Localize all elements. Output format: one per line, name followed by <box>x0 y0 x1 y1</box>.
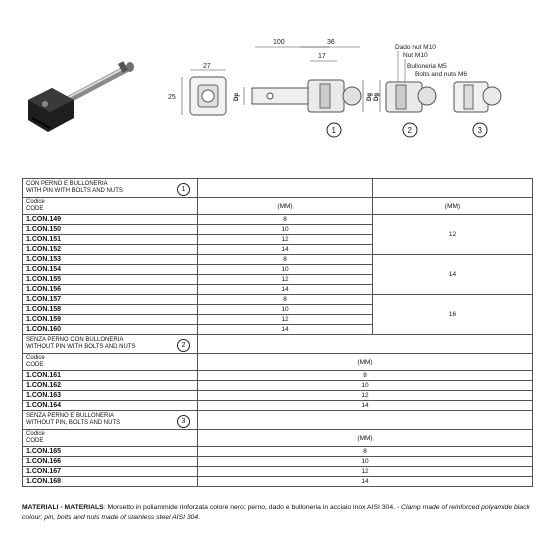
dimension-27: 27 <box>203 63 211 70</box>
section-3-title-it: SENZA PERNO E BULLONERIA <box>26 412 115 419</box>
section-2-code-it: Codice <box>26 355 45 361</box>
label-dg-1: Dg <box>367 93 373 101</box>
table-row: 1.CON.168 14 <box>23 477 533 487</box>
callout-bolt-it: Bulloneria M5 <box>407 63 447 70</box>
table-row: 1.CON.153 8 14 <box>23 255 533 265</box>
spec-table <box>22 178 533 487</box>
section-3-dg-unit: (MM) <box>198 430 533 447</box>
materials-text-en: - Clamp made of reinforced polyamide black colour; pin, bolts and nuts made of stainless steel AISI 304. <box>22 504 530 521</box>
section-2-badge: 2 <box>177 339 190 352</box>
section-1-title-it: CON PERNO E BULLONERIA <box>26 180 108 187</box>
table-row: 1.CON.166 10 <box>23 457 533 467</box>
section-1-badge: 1 <box>177 183 190 196</box>
side-view-1 <box>234 39 373 137</box>
section-2-header <box>23 335 533 354</box>
group-dg: 12 <box>373 215 533 255</box>
section-1-header <box>23 179 533 198</box>
badge-3-label: 3 <box>477 126 482 135</box>
table-row: 1.CON.162 10 <box>23 381 533 391</box>
section-1-dg-unit: (MM) <box>373 198 533 215</box>
dimension-100: 100 <box>273 39 285 46</box>
table-row: 1.CON.167 12 <box>23 467 533 477</box>
section-1-col-header <box>23 198 533 215</box>
section-3-col-header <box>23 430 533 447</box>
dimension-25: 25 <box>168 94 176 101</box>
side-view-2 <box>374 44 467 137</box>
section-1-dp-unit: (MM) <box>198 198 373 215</box>
table-row: 1.CON.163 12 <box>23 391 533 401</box>
label-dp: Dp <box>234 93 240 101</box>
group-dg: 16 <box>373 295 533 335</box>
table-row: 1.CON.149 8 12 <box>23 215 533 225</box>
table-row: 1.CON.161 8 <box>23 371 533 381</box>
section-3-code-en: CODE <box>26 438 44 444</box>
section-3-code-it: Codice <box>26 431 45 437</box>
materials-label: MATERIALI - MATERIALS <box>22 504 104 511</box>
badge-2-label: 2 <box>407 126 412 135</box>
table-row: 1.CON.156 14 <box>23 285 533 295</box>
end-view <box>168 63 226 115</box>
table-row: 1.CON.159 12 <box>23 315 533 325</box>
section-1-code-it: Codice <box>26 199 45 205</box>
dimension-17: 17 <box>318 53 326 60</box>
table-row: 1.CON.164 14 <box>23 401 533 411</box>
section-2-title-it: SENZA PERNO CON BULLONERIA <box>26 336 124 343</box>
section-2-dg-unit: (MM) <box>198 354 533 371</box>
label-dg-2: Dg <box>374 93 380 101</box>
section-1-title-en: WITH PIN WITH BOLTS AND NUTS <box>26 188 123 194</box>
table-row: 1.CON.154 10 <box>23 265 533 275</box>
table-row: 1.CON.155 12 <box>23 275 533 285</box>
badge-1-label: 1 <box>331 126 336 135</box>
callout-nut-it: Dado nut M10 <box>395 44 436 51</box>
side-view-3 <box>454 82 501 137</box>
section-2-code-en: CODE <box>26 362 44 368</box>
technical-drawing <box>0 0 550 175</box>
callout-nut-en: Nut M10 <box>403 52 428 59</box>
table-row: 1.CON.157 8 16 <box>23 295 533 305</box>
section-3-title-en: WITHOUT PIN, BOLTS AND NUTS <box>26 420 121 426</box>
table-row: 1.CON.158 10 <box>23 305 533 315</box>
materials-note <box>22 503 532 522</box>
section-3-badge: 3 <box>177 415 190 428</box>
group-dg: 14 <box>373 255 533 295</box>
section-2-col-header <box>23 354 533 371</box>
table-row: 1.CON.160 14 <box>23 325 533 335</box>
table-row: 1.CON.165 8 <box>23 447 533 457</box>
materials-text-it: : Morsetto in poliammide rinforzata colore nero; perno, dado e bulloneria in acciaio inox AISI 304. <box>103 504 395 511</box>
callout-bolt-en: Bolts and nuts M6 <box>415 71 468 78</box>
section-1-code-en: CODE <box>26 206 44 212</box>
section-2-title-en: WITHOUT PIN WITH BOLTS AND NUTS <box>26 344 136 350</box>
section-3-header <box>23 411 533 430</box>
product-photo <box>28 61 134 132</box>
table-row: 1.CON.151 12 <box>23 235 533 245</box>
table-row: 1.CON.150 10 <box>23 225 533 235</box>
dimension-36: 36 <box>327 39 335 46</box>
table-row: 1.CON.152 14 <box>23 245 533 255</box>
